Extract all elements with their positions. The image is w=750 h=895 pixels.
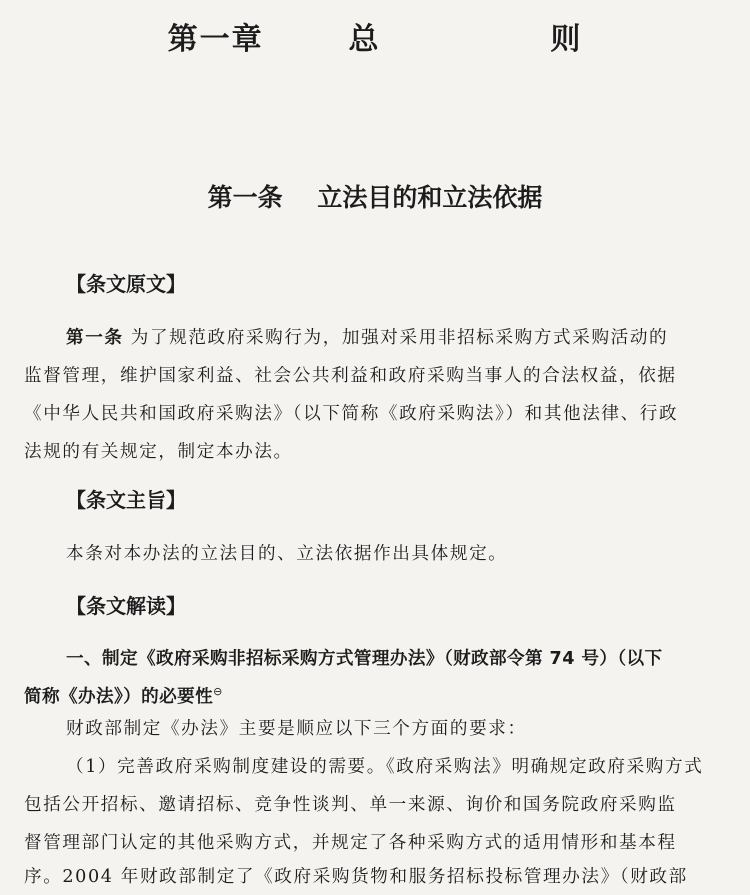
interpretation-intro: 财政部制定《办法》主要是顺应以下三个方面的要求： bbox=[66, 719, 527, 739]
point1-line-3: 督管理部门认定的其他采购方式，并规定了各种采购方式的适用情形和基本程 bbox=[24, 833, 677, 853]
section-heading-interpretation: 【条文解读】 bbox=[66, 594, 186, 618]
interpretation-subheading-line-1: 一、制定《政府采购非招标采购方式管理办法》（财政部令第 74 号）（以下 bbox=[66, 649, 663, 669]
original-text-line-3: 《中华人民共和国政府采购法》（以下简称《政府采购法》）和其他法律、行政 bbox=[24, 404, 679, 424]
interpretation-subheading-line-2 bbox=[24, 683, 223, 708]
section-heading-original-text: 【条文原文】 bbox=[66, 272, 186, 296]
footnote-mark: ⊖ bbox=[213, 685, 223, 699]
original-text-line-1-content: 为了规范政府采购行为，加强对采用非招标采购方式采购活动的 bbox=[123, 328, 669, 348]
section-heading-gist: 【条文主旨】 bbox=[66, 488, 186, 512]
chapter-title: 第一章 总 则 bbox=[167, 22, 583, 57]
point1-line-4: 序。2004 年财政部制定了《政府采购货物和服务招标投标管理办法》（财政部 bbox=[24, 867, 688, 887]
point1-line-1: （1）完善政府采购制度建设的需要。《政府采购法》明确规定政府采购方式 bbox=[66, 757, 704, 777]
original-text-line-4: 法规的有关规定，制定本办法。 bbox=[24, 442, 293, 462]
point1-line-2: 包括公开招标、邀请招标、竞争性谈判、单一来源、询价和国务院政府采购监 bbox=[24, 795, 677, 815]
original-text-line-2: 监督管理，维护国家利益、社会公共利益和政府采购当事人的合法权益，依据 bbox=[24, 366, 677, 386]
gist-text: 本条对本办法的立法目的、立法依据作出具体规定。 bbox=[66, 544, 508, 564]
original-text-line-1 bbox=[66, 324, 668, 349]
article-title: 第一条 立法目的和立法依据 bbox=[207, 183, 543, 212]
article-label: 第一条 bbox=[66, 328, 124, 348]
interpretation-subheading-line-2-text: 简称《办法》）的必要性 bbox=[24, 687, 214, 707]
